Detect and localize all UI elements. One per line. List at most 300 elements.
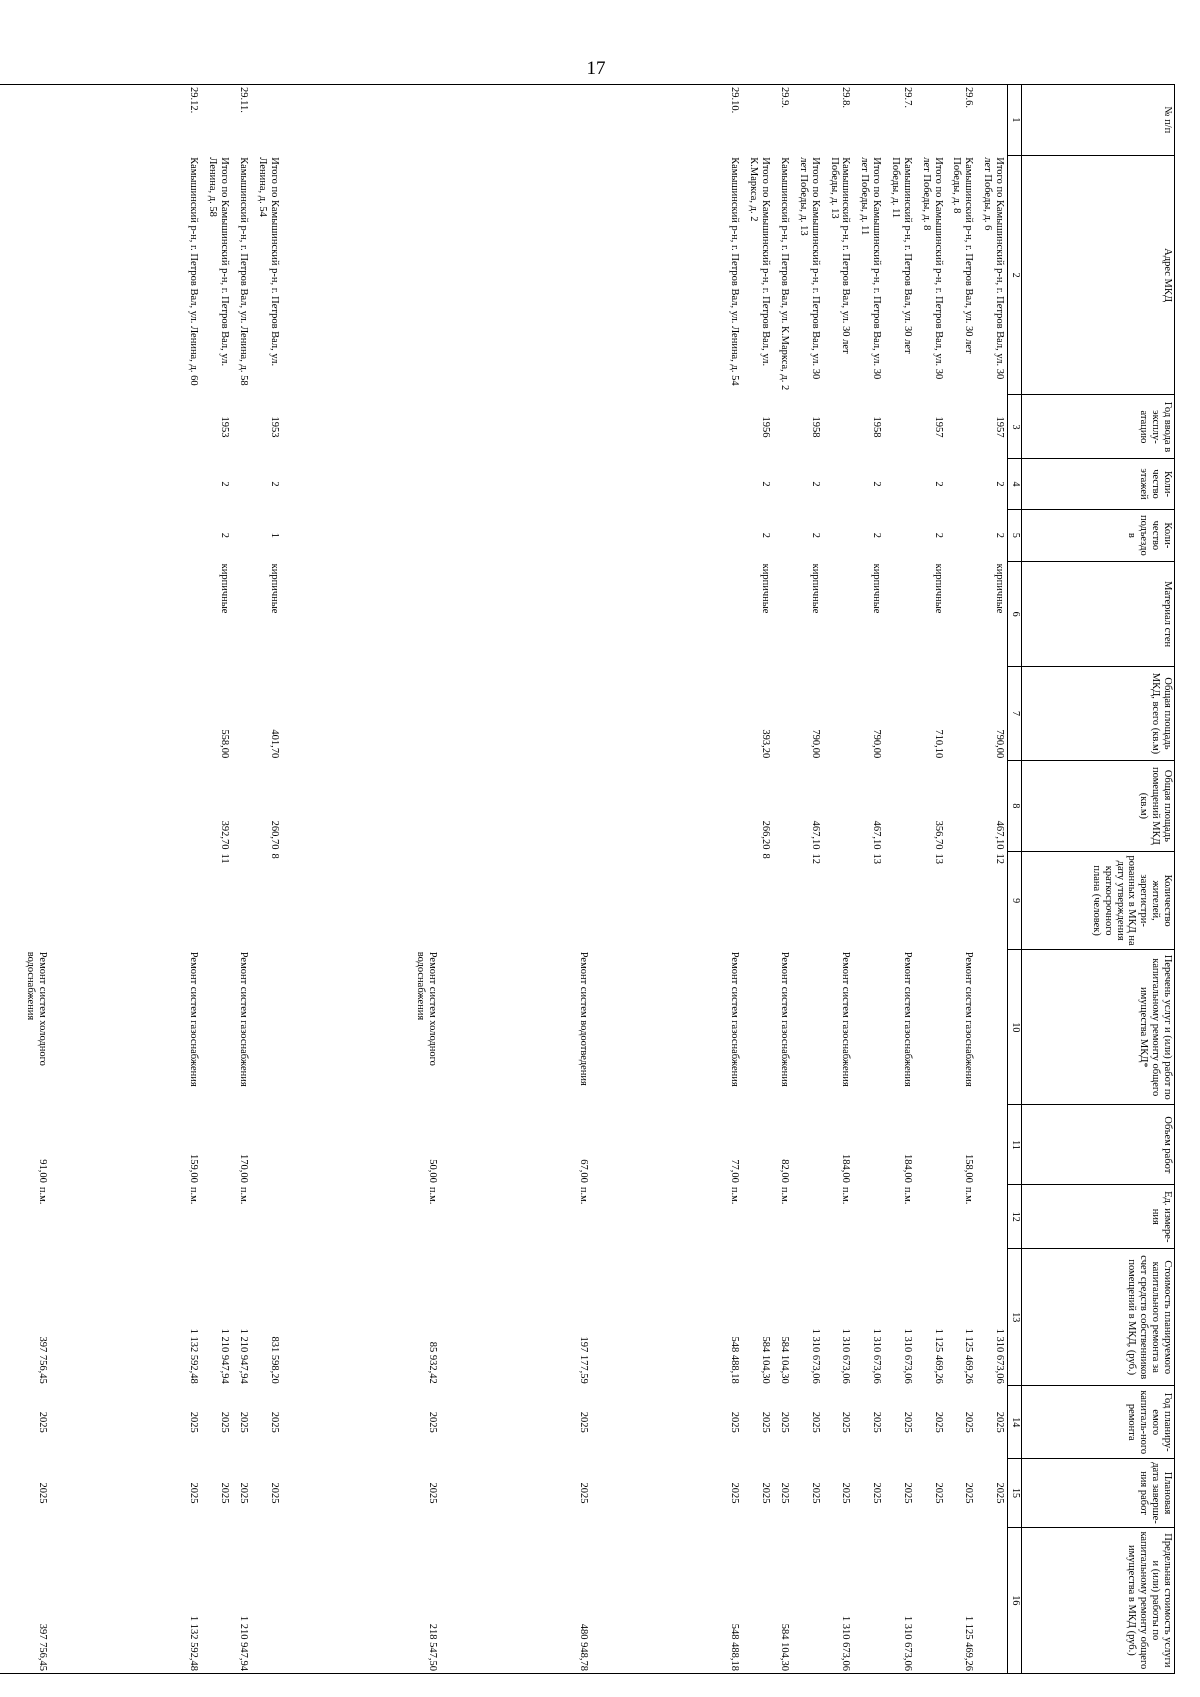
cell-year-built <box>887 395 918 459</box>
cell-planned-year-line: 2025 <box>578 1411 590 1433</box>
cell-wall-material: кирпичные <box>932 563 944 614</box>
cell-planned-year <box>0 1386 204 1459</box>
cell-residents: 13 <box>871 853 883 865</box>
cell-residents <box>285 852 746 950</box>
cell-premises-area <box>887 760 918 851</box>
cell-limit-cost <box>856 1527 887 1673</box>
cell-work-type-line: Ремонт систем газоснабжения <box>188 951 200 1087</box>
cell-cost: 1 310 673,06 <box>840 1328 852 1384</box>
cell-work-type <box>285 950 746 1105</box>
cell-unit-line: п.м. <box>578 1186 590 1205</box>
cell-completion-date <box>0 1459 204 1527</box>
cell-wall-material: кирпичные <box>760 563 772 614</box>
cell-planned-year: 2025 <box>809 1411 821 1433</box>
cell-address: Итого по Камышинский р-н, г. Петров Вал, ул. Ленина, д. 54 <box>256 157 280 367</box>
cell-work-volume: 184,00 <box>840 1153 852 1183</box>
cell-total-area <box>0 667 204 761</box>
table-frame <box>25 84 1175 1674</box>
cell-residents: 12 <box>994 853 1005 865</box>
column-number-7: 7 <box>1008 667 1022 761</box>
cell-number <box>856 85 887 156</box>
header-cell-1: № п/п <box>1022 85 1175 156</box>
cell-work-volume <box>856 1105 887 1185</box>
cell-limit-cost: 584 104,30 <box>776 1527 795 1673</box>
cell-total-area <box>235 667 254 761</box>
cell-cost: 1 310 673,06 <box>901 1328 913 1384</box>
cell-limit-cost <box>254 1527 285 1673</box>
cell-residents: 12 <box>809 853 821 865</box>
table-row <box>887 85 918 1674</box>
rotated-table-container <box>25 84 1175 1674</box>
cell-year-built <box>776 395 795 459</box>
cell-limit-cost <box>285 1527 746 1673</box>
cell-premises-area: 467,10 <box>809 820 821 850</box>
cell-entrances: 2 <box>219 532 231 538</box>
cell-unit-line: п.м. <box>426 1186 438 1205</box>
cell-work-volume-line: 67,00 <box>578 1159 590 1183</box>
cell-number <box>918 85 949 156</box>
cell-number <box>745 85 776 156</box>
cell-planned-year-line: 2025 <box>426 1411 438 1433</box>
cell-work-type <box>979 950 1007 1105</box>
cell-work-type: Ремонт систем газоснабжения <box>963 951 975 1087</box>
cell-unit: п.м. <box>963 1186 975 1205</box>
cell-planned-year-line: 2025 <box>729 1411 741 1433</box>
cell-year-built: 1958 <box>809 416 821 438</box>
cell-premises-area <box>235 760 254 851</box>
header-cell-6: Материал стен <box>1022 562 1175 667</box>
cell-limit-cost: 1 310 673,06 <box>826 1527 857 1673</box>
cell-work-type <box>0 950 204 1105</box>
cell-work-volume: 158,00 <box>963 1153 975 1183</box>
column-number-14: 14 <box>1008 1386 1022 1459</box>
cell-unit-line: п.м. <box>37 1186 49 1205</box>
cell-work-volume-line: 159,00 <box>188 1153 200 1183</box>
cell-floors <box>887 459 918 509</box>
table-row-total <box>856 85 887 1674</box>
cell-cost: 1 310 673,06 <box>994 1328 1005 1384</box>
header-cell-14: Год планиру-емого капиталь-ного ремонта <box>1022 1386 1175 1459</box>
cell-floors: 2 <box>932 481 944 487</box>
column-number-8: 8 <box>1008 760 1022 851</box>
cell-unit <box>979 1185 1007 1249</box>
cell-address: Итого по Камышинский р-н, г. Петров Вал, ул. 30 лет Победы, д. 8 <box>920 157 944 380</box>
column-number-11: 11 <box>1008 1105 1022 1185</box>
cell-wall-material <box>0 562 204 667</box>
column-number-1: 1 <box>1008 85 1022 156</box>
cell-address: Камышинский р-н, г. Петров Вал, ул. К.Маркса, д. 2 <box>778 157 790 391</box>
cell-completion-date-line: 2025 <box>426 1482 438 1504</box>
cell-total-area <box>949 667 980 761</box>
cell-residents: 8 <box>268 853 280 859</box>
cell-unit <box>795 1185 826 1249</box>
cell-unit-line: п.м. <box>729 1186 741 1205</box>
cell-number: 29.6. <box>949 85 980 156</box>
cell-total-area: 401,70 <box>268 729 280 759</box>
cell-planned-year <box>285 1386 746 1459</box>
cell-wall-material <box>826 562 857 667</box>
header-cell-16: Предельная стоимость услуги и (или) работы по капитальному ремонту общего имущества в МКД (руб.) <box>1022 1527 1175 1673</box>
header-cell-10: Перечень услуг и (или) работ по капитальному ремонту общего имущества МКД* <box>1022 950 1175 1105</box>
cell-floors <box>0 459 204 509</box>
page-number: 17 <box>586 58 606 79</box>
cell-work-volume: 170,00 <box>237 1153 249 1183</box>
cell-planned-year: 2025 <box>963 1411 975 1433</box>
cell-entrances: 2 <box>809 532 821 538</box>
cell-wall-material: кирпичные <box>994 563 1005 614</box>
cell-unit <box>254 1185 285 1249</box>
column-number-2: 2 <box>1008 155 1022 395</box>
cell-floors: 2 <box>809 481 821 487</box>
table-row <box>285 85 746 1674</box>
cell-residents: 11 <box>219 853 231 864</box>
cell-work-volume: 184,00 <box>901 1153 913 1183</box>
cell-wall-material <box>235 562 254 667</box>
cell-address: Камышинский р-н, г. Петров Вал, ул. 30 лет Победы, д. 8 <box>951 157 975 354</box>
cell-premises-area <box>776 760 795 851</box>
cell-work-type: Ремонт систем газоснабжения <box>237 951 249 1087</box>
cell-planned-year: 2025 <box>778 1411 790 1433</box>
cell-year-built: 1956 <box>760 416 772 438</box>
cell-limit-cost <box>795 1527 826 1673</box>
cell-floors <box>826 459 857 509</box>
cell-premises-area: 260,70 <box>268 820 280 850</box>
cell-completion-date-line: 2025 <box>729 1482 741 1504</box>
cell-wall-material <box>285 562 746 667</box>
cell-residents: 8 <box>760 853 772 859</box>
cell-cost: 1 125 469,26 <box>963 1328 975 1384</box>
cell-cost: 1 210 947,94 <box>237 1328 249 1384</box>
cell-completion-date: 2025 <box>237 1482 249 1504</box>
cell-planned-year: 2025 <box>871 1411 883 1433</box>
cell-work-volume: 82,00 <box>778 1159 790 1183</box>
column-number-3: 3 <box>1008 395 1022 459</box>
cell-limit-cost <box>979 1527 1007 1673</box>
cell-number: 29.12. <box>0 85 204 156</box>
cell-cost-line: 548 488,18 <box>729 1336 741 1384</box>
cell-total-area <box>887 667 918 761</box>
cell-number <box>979 85 1007 156</box>
cell-planned-year: 2025 <box>901 1411 913 1433</box>
repair-plan-table <box>0 84 1175 1674</box>
cell-premises-area: 356,70 <box>932 820 944 850</box>
cell-number: 29.9. <box>776 85 795 156</box>
cell-limit-cost-line: 218 547,50 <box>426 1623 438 1671</box>
cell-residents <box>776 852 795 950</box>
cell-year-built: 1953 <box>219 416 231 438</box>
cell-work-type <box>795 950 826 1105</box>
cell-residents <box>0 852 204 950</box>
cell-entrances <box>887 509 918 562</box>
cell-floors <box>235 459 254 509</box>
cell-cost <box>285 1249 746 1386</box>
cell-year-built: 1957 <box>994 416 1005 438</box>
header-cell-7: Общая площадь МКД, всего (кв.м) <box>1022 667 1175 761</box>
cell-work-volume <box>745 1105 776 1185</box>
cell-address: Итого по Камышинский р-н, г. Петров Вал, ул. 30 лет Победы, д. 11 <box>859 157 883 380</box>
cell-planned-year-line: 2025 <box>37 1411 49 1433</box>
cell-work-volume-line: 77,00 <box>729 1159 741 1183</box>
cell-work-volume <box>795 1105 826 1185</box>
cell-cost-line: 397 756,45 <box>37 1336 49 1384</box>
cell-wall-material <box>949 562 980 667</box>
cell-unit: п.м. <box>778 1186 790 1205</box>
cell-premises-area: 266,20 <box>760 820 772 850</box>
header-cell-3: Год ввода в эксплу-атацию <box>1022 395 1175 459</box>
cell-floors: 2 <box>994 481 1005 487</box>
cell-floors: 2 <box>871 481 883 487</box>
cell-entrances: 2 <box>932 532 944 538</box>
cell-unit: п.м. <box>840 1186 852 1205</box>
cell-work-type <box>254 950 285 1105</box>
cell-completion-date: 2025 <box>994 1482 1005 1504</box>
header-cell-5: Коли-чество подъездо в <box>1022 509 1175 562</box>
cell-work-type: Ремонт систем газоснабжения <box>840 951 852 1087</box>
cell-year-built <box>826 395 857 459</box>
cell-number: 29.10. <box>285 85 746 156</box>
cell-work-volume <box>979 1105 1007 1185</box>
cell-limit-cost: 1 310 673,06 <box>887 1527 918 1673</box>
cell-cost: 584 104,30 <box>778 1336 790 1384</box>
header-cell-2: Адрес МКД <box>1022 155 1175 395</box>
cell-premises-area <box>0 760 204 851</box>
cell-work-type-line: Ремонт систем холодного водоснабжения <box>25 951 49 1066</box>
cell-unit <box>856 1185 887 1249</box>
cell-completion-date-line: 2025 <box>578 1482 590 1504</box>
header-row <box>1022 85 1175 1674</box>
cell-premises-area: 392,70 <box>219 820 231 850</box>
cell-total-area: 790,00 <box>994 729 1005 759</box>
cell-completion-date: 2025 <box>760 1482 772 1504</box>
cell-wall-material: кирпичные <box>871 563 883 614</box>
cell-wall-material: кирпичные <box>268 563 280 614</box>
cell-year-built <box>285 395 746 459</box>
cell-planned-year: 2025 <box>994 1411 1005 1433</box>
cell-floors <box>949 459 980 509</box>
cell-completion-date: 2025 <box>809 1482 821 1504</box>
cell-cost-line: 85 932,42 <box>426 1341 438 1384</box>
cell-cost-line: 1 132 592,48 <box>188 1328 200 1384</box>
cell-cost: 1 210 947,94 <box>219 1328 231 1384</box>
cell-completion-date: 2025 <box>871 1482 883 1504</box>
cell-unit <box>918 1185 949 1249</box>
table-body <box>0 85 1008 1674</box>
cell-address: Итого по Камышинский р-н, г. Петров Вал, ул. Ленина, д. 58 <box>207 157 231 367</box>
table-row-total <box>254 85 285 1674</box>
column-number-10: 10 <box>1008 950 1022 1105</box>
cell-cost: 831 598,20 <box>268 1336 280 1384</box>
cell-unit <box>745 1185 776 1249</box>
cell-completion-date: 2025 <box>778 1482 790 1504</box>
cell-work-type-line: Ремонт систем холодного водоснабжения <box>415 951 438 1066</box>
cell-entrances: 2 <box>994 532 1005 538</box>
cell-address: Итого по Камышинский р-н, г. Петров Вал, ул. 30 лет Победы, д. 13 <box>797 157 821 380</box>
cell-entrances <box>285 509 746 562</box>
cell-work-type-line: Ремонт систем водоотведения <box>578 951 590 1086</box>
cell-limit-cost <box>204 1527 235 1673</box>
cell-entrances: 2 <box>760 532 772 538</box>
cell-planned-year-line: 2025 <box>188 1411 200 1433</box>
cell-unit <box>0 1185 204 1249</box>
cell-address: Камышинский р-н, г. Петров Вал, ул. Ленина, д. 58 <box>237 157 249 386</box>
cell-completion-date: 2025 <box>963 1482 975 1504</box>
table-row <box>826 85 857 1674</box>
cell-address: Итого по Камышинский р-н, г. Петров Вал, ул. 30 лет Победы, д. 6 <box>982 157 1005 380</box>
table-row-total <box>918 85 949 1674</box>
header-cell-11: Объем работ <box>1022 1105 1175 1185</box>
cell-year-built: 1953 <box>268 416 280 438</box>
cell-planned-year: 2025 <box>219 1411 231 1433</box>
cell-work-volume-line: 91,00 <box>37 1159 49 1183</box>
table-row-total <box>745 85 776 1674</box>
cell-work-type <box>856 950 887 1105</box>
cell-work-type: Ремонт систем газоснабжения <box>778 951 790 1087</box>
cell-floors: 2 <box>760 481 772 487</box>
cell-wall-material <box>887 562 918 667</box>
cell-premises-area <box>949 760 980 851</box>
cell-limit-cost <box>918 1527 949 1673</box>
header-cell-13: Стоимость планируемого капитального ремонта за счет средств собственников помещений в МКД, (руб.) <box>1022 1249 1175 1386</box>
cell-number <box>795 85 826 156</box>
cell-residents <box>235 852 254 950</box>
cell-premises-area <box>826 760 857 851</box>
cell-floors: 2 <box>268 481 280 487</box>
cell-premises-area <box>285 760 746 851</box>
cell-work-volume <box>0 1105 204 1185</box>
cell-entrances <box>0 509 204 562</box>
cell-work-type: Ремонт систем газоснабжения <box>901 951 913 1087</box>
table-row <box>776 85 795 1674</box>
cell-total-area: 790,00 <box>871 729 883 759</box>
cell-limit-cost-line: 548 488,18 <box>729 1623 741 1671</box>
cell-completion-date: 2025 <box>268 1482 280 1504</box>
cell-address: Камышинский р-н, г. Петров Вал, ул. 30 лет Победы, д. 13 <box>828 157 852 354</box>
cell-entrances <box>776 509 795 562</box>
cell-year-built <box>0 395 204 459</box>
cell-unit: п.м. <box>237 1186 249 1205</box>
cell-work-volume <box>204 1105 235 1185</box>
cell-wall-material: кирпичные <box>219 563 231 614</box>
column-number-13: 13 <box>1008 1249 1022 1386</box>
cell-address: Камышинский р-н, г. Петров Вал, ул. Ленина, д. 60 <box>188 157 200 386</box>
cell-entrances <box>949 509 980 562</box>
cell-completion-date: 2025 <box>219 1482 231 1504</box>
cell-unit <box>204 1185 235 1249</box>
column-number-15: 15 <box>1008 1459 1022 1527</box>
header-cell-4: Коли-чество этажей <box>1022 459 1175 509</box>
cell-work-type <box>918 950 949 1105</box>
cell-total-area <box>285 667 746 761</box>
cell-unit-line: п.м. <box>188 1186 200 1205</box>
cell-entrances: 2 <box>871 532 883 538</box>
cell-limit-cost: 1 210 947,94 <box>235 1527 254 1673</box>
header-cell-9: Количество жителей, зарегистри-рованных в МКД на дату утверждения краткосрочного плана (человек) <box>1022 852 1175 950</box>
cell-residents <box>887 852 918 950</box>
cell-work-volume-line: 50,00 <box>426 1159 438 1183</box>
cell-limit-cost-line: 1 132 592,48 <box>188 1615 200 1671</box>
column-number-5: 5 <box>1008 509 1022 562</box>
cell-floors <box>776 459 795 509</box>
cell-planned-year: 2025 <box>268 1411 280 1433</box>
cell-year-built <box>949 395 980 459</box>
cell-cost: 1 310 673,06 <box>871 1328 883 1384</box>
cell-year-built: 1957 <box>932 416 944 438</box>
cell-cost <box>0 1249 204 1386</box>
cell-completion-date: 2025 <box>901 1482 913 1504</box>
cell-completion-date-line: 2025 <box>37 1482 49 1504</box>
header-cell-15: Плановая дата заверше-ния работ <box>1022 1459 1175 1527</box>
cell-number <box>254 85 285 156</box>
cell-cost: 1 125 469,26 <box>932 1328 944 1384</box>
cell-cost-line: 197 177,59 <box>578 1336 590 1384</box>
cell-unit <box>285 1185 746 1249</box>
cell-total-area <box>826 667 857 761</box>
cell-completion-date-line: 2025 <box>188 1482 200 1504</box>
column-number-row <box>1008 85 1022 1674</box>
cell-work-volume <box>285 1105 746 1185</box>
cell-entrances <box>235 509 254 562</box>
cell-cost: 1 310 673,06 <box>809 1328 821 1384</box>
cell-completion-date: 2025 <box>932 1482 944 1504</box>
cell-number: 29.7. <box>887 85 918 156</box>
cell-residents <box>826 852 857 950</box>
cell-premises-area: 467,10 <box>994 820 1005 850</box>
cell-year-built <box>235 395 254 459</box>
cell-cost: 584 104,30 <box>760 1336 772 1384</box>
cell-planned-year: 2025 <box>237 1411 249 1433</box>
cell-work-type <box>204 950 235 1105</box>
table-row-total <box>795 85 826 1674</box>
table-row-total <box>979 85 1007 1674</box>
header-cell-12: Ед. измере-ния <box>1022 1185 1175 1249</box>
table-row-total <box>204 85 235 1674</box>
cell-total-area: 558,00 <box>219 729 231 759</box>
column-number-9: 9 <box>1008 852 1022 950</box>
cell-residents: 13 <box>932 853 944 865</box>
cell-residents <box>949 852 980 950</box>
cell-premises-area: 467,10 <box>871 820 883 850</box>
table-row <box>949 85 980 1674</box>
cell-wall-material: кирпичные <box>809 563 821 614</box>
column-number-4: 4 <box>1008 459 1022 509</box>
cell-work-type-line: Ремонт систем газоснабжения <box>729 951 741 1087</box>
cell-total-area: 790,00 <box>809 729 821 759</box>
cell-completion-date <box>285 1459 746 1527</box>
cell-floors: 2 <box>219 481 231 487</box>
cell-limit-cost-line: 480 948,78 <box>578 1623 590 1671</box>
cell-unit: п.м. <box>901 1186 913 1205</box>
cell-planned-year: 2025 <box>932 1411 944 1433</box>
column-number-12: 12 <box>1008 1185 1022 1249</box>
cell-work-volume <box>918 1105 949 1185</box>
cell-number: 29.8. <box>826 85 857 156</box>
column-number-6: 6 <box>1008 562 1022 667</box>
cell-wall-material <box>776 562 795 667</box>
column-number-16: 16 <box>1008 1527 1022 1673</box>
cell-total-area: 710,10 <box>932 729 944 759</box>
cell-number: 29.11. <box>235 85 254 156</box>
table-row <box>235 85 254 1674</box>
cell-floors <box>285 459 746 509</box>
cell-work-volume <box>254 1105 285 1185</box>
cell-number <box>204 85 235 156</box>
cell-planned-year: 2025 <box>840 1411 852 1433</box>
cell-address: Камышинский р-н, г. Петров Вал, ул. Ленина, д. 54 <box>729 157 741 386</box>
cell-year-built: 1958 <box>871 416 883 438</box>
header-cell-8: Общая площадь помещений МКД (кв.м) <box>1022 760 1175 851</box>
cell-address: Камышинский р-н, г. Петров Вал, ул. 30 лет Победы, д. 11 <box>889 157 913 354</box>
cell-limit-cost-line: 397 756,45 <box>37 1623 49 1671</box>
